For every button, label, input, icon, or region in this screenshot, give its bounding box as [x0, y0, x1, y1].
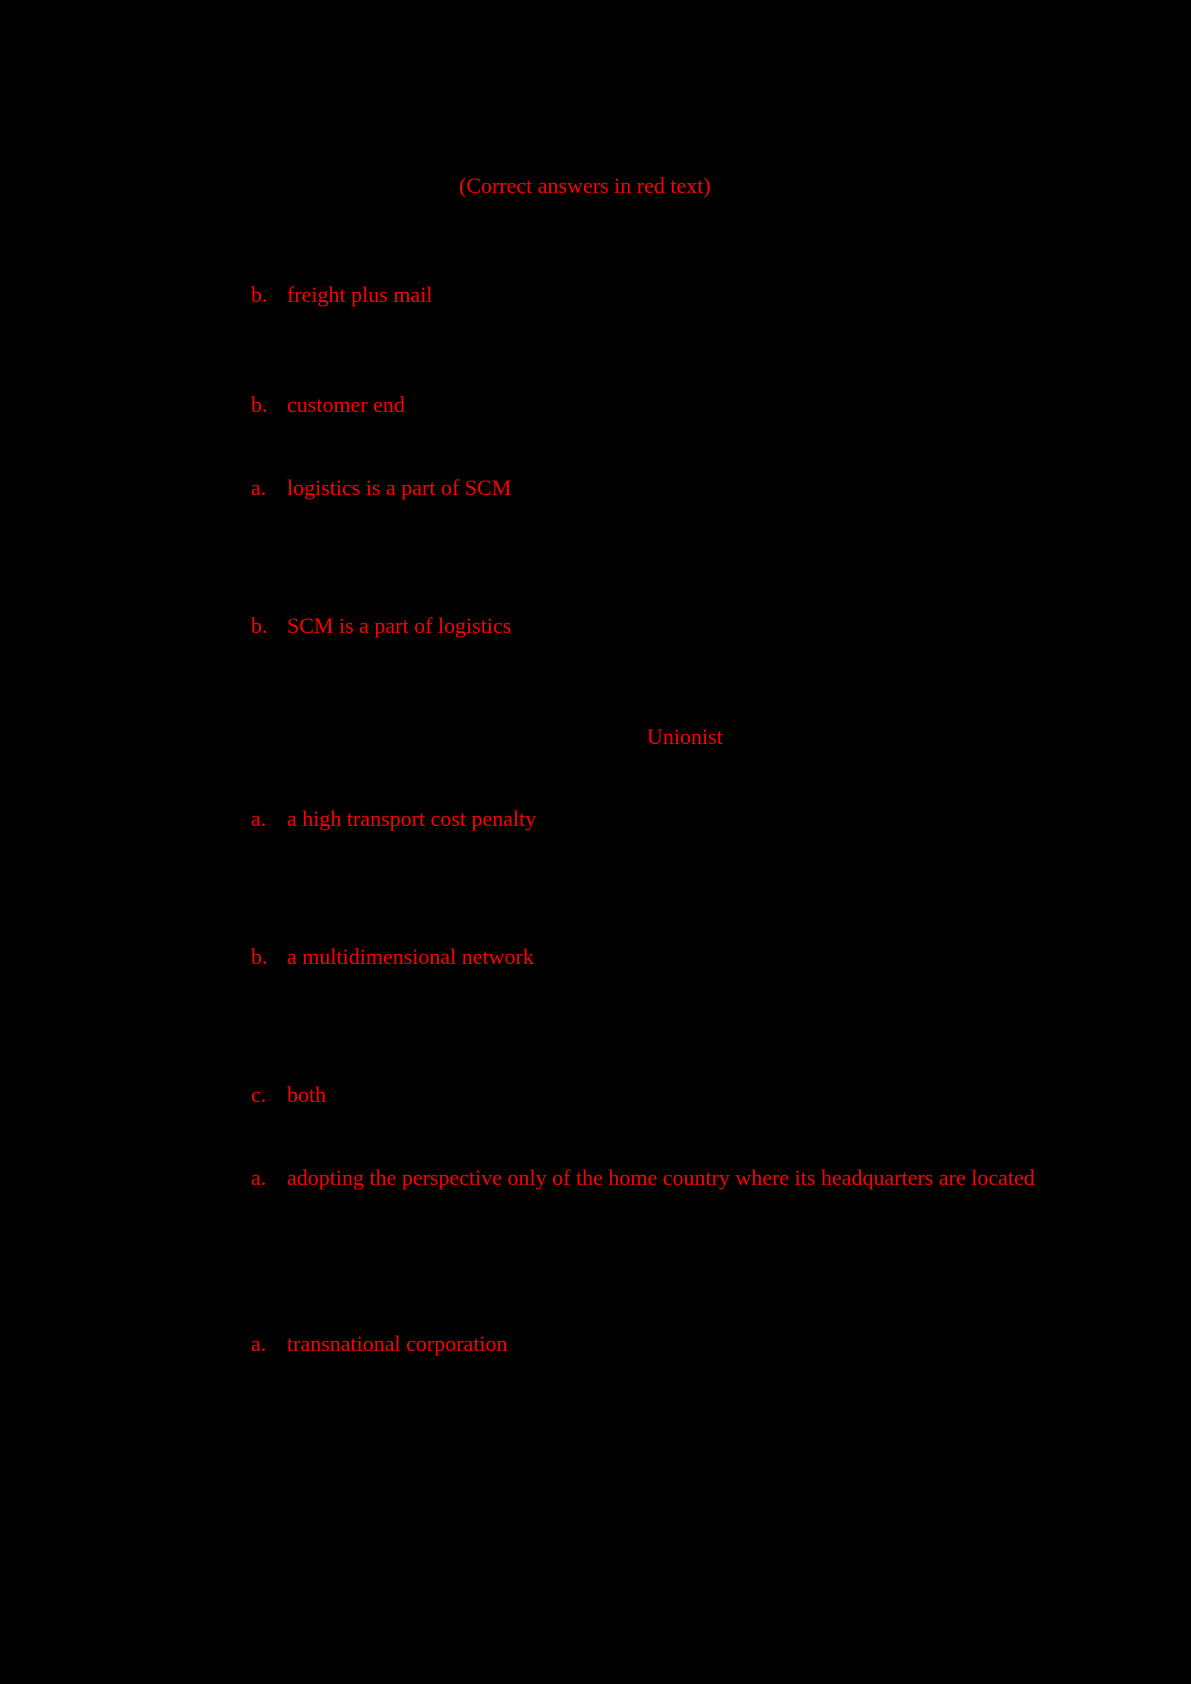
answer-letter: a. [251, 806, 267, 831]
answer-1 [251, 281, 1050, 309]
answer-letter: b. [251, 282, 268, 307]
answer-text: both [287, 1082, 327, 1107]
answer-4 [251, 612, 1050, 640]
answer-letter: b. [251, 392, 268, 417]
answer-text: customer end [287, 392, 405, 417]
answer-text: logistics is a part of SCM [287, 475, 512, 500]
inline-answer: Unionist [647, 724, 723, 749]
answer-text: SCM is a part of logistics [287, 613, 512, 638]
answer-letter: b. [251, 613, 268, 638]
answer-letter: b. [251, 944, 268, 969]
answer-letter: a. [251, 475, 267, 500]
answer-text: freight plus mail [287, 282, 433, 307]
answer-text: transnational corporation [287, 1331, 508, 1356]
answer-letter: a. [251, 1331, 267, 1356]
answer-text: a multidimensional network [287, 944, 534, 969]
answer-2 [251, 391, 1050, 419]
answer-text: a high transport cost penalty [287, 806, 537, 831]
answer-letter: a. [251, 1165, 267, 1190]
answer-key-note: (Correct answers in red text) [459, 173, 711, 198]
answer-7 [251, 1081, 1050, 1109]
answer-5 [251, 805, 1050, 833]
answer-6 [251, 943, 1050, 971]
answer-8 [251, 1164, 1050, 1192]
answer-9 [251, 1330, 1050, 1358]
answer-3 [251, 474, 1050, 502]
answer-text: adopting the perspective only of the home country where its headquarters are located [287, 1165, 1035, 1190]
answer-letter: c. [251, 1082, 267, 1107]
